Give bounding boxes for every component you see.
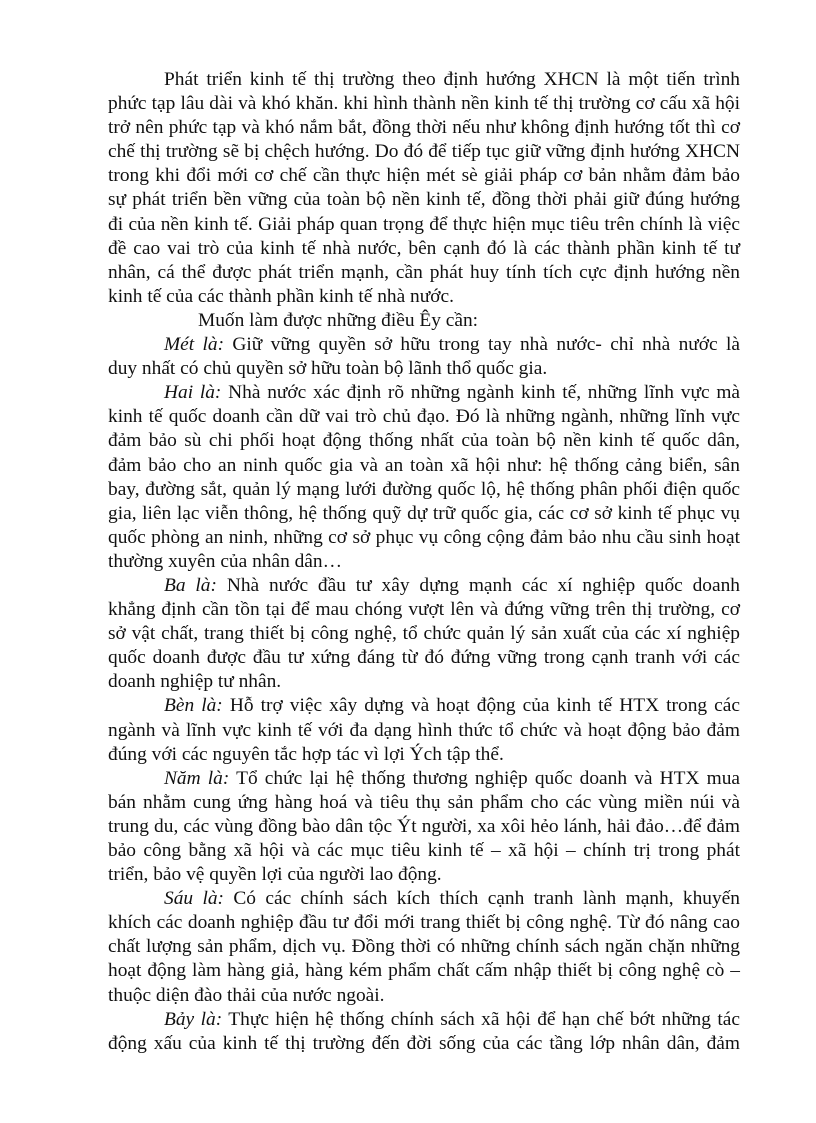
text-line: [108, 381, 740, 405]
paragraph-point-3: [108, 574, 740, 694]
point-text: Tổ chức lại hệ thống thương nghiệp quốc doanh và HTX mua: [229, 767, 740, 789]
text-line: [108, 1008, 740, 1032]
text-line: động xấu của kinh tế thị trường đến đời sống của các tầng lớp nhân dân, đảm: [108, 1032, 740, 1054]
text-line: [108, 333, 740, 357]
text-line: sở vật chất, trang thiết bị công nghệ, tổ chức quản lý sản xuất của các xí nghiệp: [108, 623, 740, 645]
point-label: Ba là:: [164, 574, 217, 596]
point-text: Có các chính sách kích thích cạnh tranh lành mạnh, khuyến: [224, 888, 740, 910]
point-label: Hai là:: [164, 382, 222, 404]
text-line: trong khi đổi mới cơ chế cần thực hiện mét sè giải pháp cơ bản nhằm đảm bảo: [108, 165, 740, 187]
text-line: ngành và lĩnh vực kinh tế với đa dạng hình thức tổ chức và hoạt động bảo đảm: [108, 719, 740, 741]
text-line: [108, 574, 740, 598]
point-text: Hỗ trợ việc xây dựng và hoạt động của kinh tế HTX trong các: [222, 695, 740, 717]
point-text: Giữ vững quyền sở hữu trong tay nhà nước- chỉ nhà nước là: [224, 334, 740, 356]
document-page: [108, 68, 740, 1056]
text-line: kinh tế của các thành phần kinh tế nhà nước.: [108, 285, 454, 307]
paragraph-point-6: [108, 887, 740, 1007]
point-text: Nhà nước đầu tư xây dựng mạnh các xí nghiệp quốc doanh: [216, 574, 740, 596]
point-label: Sáu là:: [164, 888, 224, 910]
text-line: bay, đường sắt, quản lý mạng lưới đường quốc lộ, hệ thống phân phối điện quốc: [108, 478, 740, 500]
paragraph-lead-in: [108, 309, 740, 333]
text-line: phức tạp lâu dài và khó khăn. khi hình thành nền kinh tế thị trường cơ cấu xã hội: [108, 93, 740, 115]
text-line: duy nhất có chủ quyền sở hữu toàn bộ lãnh thổ quốc gia.: [108, 358, 548, 380]
text-line: [108, 694, 740, 718]
text-line: đảm bảo cho an ninh quốc gia và an toàn xã hội như: hệ thống cảng biển, sân: [108, 454, 740, 476]
text-line: trở nên phức tạp và khó nắm bắt, đồng thời nếu như không định hướng tốt thì cơ: [108, 117, 740, 139]
point-label: Năm là:: [164, 767, 230, 789]
text-line: triển, bảo vệ quyền lợi của người lao động.: [108, 864, 442, 886]
text-line: bảo công bằng xã hội và các mục tiêu kinh tế – xã hội – chính trị trong phát: [108, 840, 740, 861]
text-line: quốc doanh được đầu tư xứng đáng từ đó đứng vững trong cạnh tranh với các: [108, 647, 740, 669]
text-line: doanh nghiệp tư nhân.: [108, 671, 282, 693]
text-line: kinh tế quốc doanh cần dữ vai trò chủ đạo. Đó là những ngành, những lĩnh vực: [108, 406, 740, 428]
text-line: hoạt động làm hàng giả, hàng kém phẩm chất cấm nhập thiết bị công nghệ cò –: [108, 960, 740, 982]
point-label: Mét là:: [164, 334, 225, 356]
text-line: chế thị trường sẽ bị chệch hướng. Do đó để tiếp tục giữ vững định hướng XHCN: [108, 141, 740, 163]
text-line: đúng với các nguyên tắc hợp tác vì lợi Ých tập thể.: [108, 743, 504, 765]
text-line: nhân, cá thể được phát triển mạnh, cần phát huy tính tích cực định hướng nền: [108, 261, 740, 283]
text-line: đề cao vai trò của kinh tế nhà nước, bên cạnh đó là các thành phần kinh tế tư: [108, 237, 740, 259]
paragraph-point-1: [108, 333, 740, 381]
text-line: Muốn làm được những điều Êy cần:: [198, 309, 479, 331]
text-line: quốc phòng an ninh, những cơ sở phục vụ công cộng đảm bảo nhu cầu sinh hoạt: [108, 526, 740, 548]
text-line: chất lượng sản phẩm, dịch vụ. Đồng thời có những chính sách ngăn chặn những: [108, 936, 740, 958]
paragraph-point-2: [108, 381, 740, 574]
text-line: đi của nền kinh tế. Giải pháp quan trọng để thực hiện mục tiêu trên chính là việc: [108, 213, 740, 235]
text-line: Phát triển kinh tế thị trường theo định hướng XHCN là một tiến trình: [164, 69, 740, 90]
paragraph-point-4: [108, 694, 740, 766]
text-line: khích các doanh nghiệp đầu tư đổi mới trang thiết bị công nghệ. Từ đó nâng cao: [108, 912, 740, 934]
point-label: Bảy là:: [164, 1008, 223, 1030]
text-line: bán nhằm cung ứng hàng hoá và tiêu thụ sản phẩm cho các vùng miền núi và: [108, 791, 740, 813]
text-line: đảm bảo sù chi phối hoạt động thống nhất của toàn bộ nền kinh tế quốc dân,: [108, 430, 740, 452]
text-line: trung du, các vùng đồng bào dân tộc Ýt người, xa xôi hẻo lánh, hải đảo…để đảm: [108, 815, 740, 837]
paragraph-point-5: [108, 767, 740, 887]
text-line: [108, 887, 740, 911]
text-line: gia, liên lạc viễn thông, hệ thống quỹ dự trữ quốc gia, các cơ sở kinh tế phục vụ: [108, 502, 740, 524]
paragraph-intro: [108, 68, 740, 309]
point-text: Nhà nước xác định rõ những ngành kinh tế, những lĩnh vực mà: [221, 382, 741, 404]
text-line: thuộc diện đào thải của nước ngoài.: [108, 984, 385, 1006]
text-line: sự phát triển bền vững của toàn bộ nền kinh tế, đồng thời phải giữ đúng hướng: [108, 189, 740, 211]
point-text: Thực hiện hệ thống chính sách xã hội để hạn chế bớt những tác: [222, 1008, 740, 1030]
text-line: khẳng định cần tồn tại để mau chóng vượt lên và đứng vững trên thị trường, cơ: [108, 599, 740, 621]
text-line: [108, 767, 740, 791]
paragraph-point-7: [108, 1008, 740, 1056]
text-line: thường xuyên của nhân dân…: [108, 550, 343, 572]
point-label: Bèn là:: [164, 695, 223, 717]
